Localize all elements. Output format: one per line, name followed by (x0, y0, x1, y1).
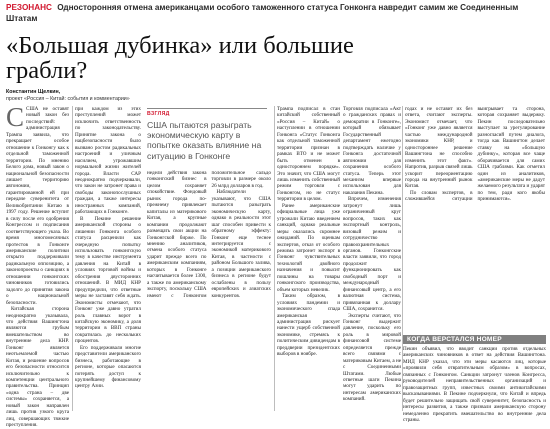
column-paragraph: Китайская сторона неоднократно указывала, что действия Вашингтона являются грубым вмешательством во внутренние дела КНР. Гонконг является неотъемлемой частью Китая, и решение вопросов его безопасности относится исключительно к компетенции центрального правительства. Принцип «одна страна – две системы» сохраняется, а новый закон направлен лишь против узкого круга лиц, совершающих тяжкие преступления. (6, 306, 69, 429)
article-column-2 (75, 106, 141, 411)
column-paragraph: США не оставят новый закон без последствий: администрация Трампа заявила, что прекращает особое отношение к Гонконгу как к отдельной таможенной территории. По мнению Белого дома, новый закон о национальной безопасности лишает территорию автономии, гарантированной ей при передаче суверенитета от Великобритании Китаю в 1997 году. Решение вступит в силу после его одобрения Конгрессом и подписания соответствующего указа. Во время многомесячных протестов в Гонконге американские политики открыто поддерживали радикальную оппозицию, а законопроекты о санкциях в отношении гонконгских чиновников готовились задолго до принятия закона о национальной безопасности. (6, 106, 69, 306)
column-divider (274, 106, 275, 411)
pull-quote-text: США пытаются разыграть экономическую карту в попытке оказать влияние на ситуацию в Гонконге (147, 120, 262, 161)
late-news-box (403, 335, 546, 423)
column-paragraph: Эксперты считают, что Гонконг выдержит давление, поскольку его роль в мировой финансовой системе определяется прежде всего связями с материковым Китаем, а не с Соединенными Штатами. Любые ответные шаги Пекина могут ударить по интересам американских компаний. (343, 312, 401, 403)
kicker-text: Односторонняя отмена американцами особого таможенного статуса Гонконга навредит самим же Соединенным Штатам (6, 3, 519, 23)
column-paragraph: Его поддерживали многие представители американского бизнеса, работающие в регионе, которые опасаются потерять доступ к крупнейшему финансовому центру Азии. (75, 344, 141, 390)
article-column-1 (6, 102, 69, 429)
pull-quote-tag: ВЗГЛЯД (147, 108, 267, 117)
byline (6, 89, 130, 102)
article-column-5 (343, 106, 401, 411)
column-paragraph: годах и не оставит их без ответа, считают эксперты. Экономист отмечает, что «Гонконг уже давно является частью международной экономики КНР, и одностороннее решение Вашингтона не способно изменить этот факт». Напротив, разрыв связей лишь ускорит переориентацию города на внутренний рынок Китая. (405, 106, 473, 190)
column-paragraph: Ранее американские официальные лица уже угрожали Китаю введением санкций, однако реальные меры оказались скромнее ожиданий. По оценкам экспертов, отказ от особого режима затронет экспорт в Гонконг чувствительных технологий двойного назначения и повысит пошлины на товары гонконгского производства, объем которых невелик. (277, 202, 340, 293)
column-paragraph: при каждом из этих преступлений может исключить ответственность по законодательству. Принятие закона о нацбезопасности было вызвано ростом радикальных настроений и уличным насилием, угрожавшим нормальной жизни жителей города. Власти САР неоднократно подчеркивали, что закон не затронет права и свободы законопослушных граждан, а также интересы иностранных компаний, работающих в Гонконге. (75, 106, 141, 216)
column-paragraph: Трампа подписал в стан китайский собственный «Россия – Китай» о наступлении в отношении Гонконга «Статус Гонконга как отдельной таможенной территории признан в рамках ВТО и не может быть отменен в одностороннем порядке». Это значит, что США могут лишь изменить собственный режим торговли с Гонконгом, но не статус территории в целом. (277, 106, 340, 203)
column-paragraph: Торговля подписала «Акт о гражданских правах и демократии в Гонконге», который обязывает Государственный департамент ежегодно подтверждать наличие у Гонконга достаточной автономии для сохранения особого статуса. Теперь этот механизм впервые использован для наказания Пекина. (343, 106, 401, 196)
article-column-3 (147, 170, 271, 411)
rubric-label: РЕЗОНАНС (6, 3, 52, 12)
column-paragraph: Наблюдатели указывают, что США пытаются разыграть экономическую карту, однако в реальности этот шаг способен привести к обратному эффекту: Гонконг еще теснее интегрируется с экономикой материкового Китая, в частности с районом Большого залива, а позиции американского бизнеса в регионе будут ослаблены в пользу европейских и азиатских конкурентов. (211, 189, 271, 299)
column-paragraph: недели действия закона гонконгский бизнес в целом сохраняет спокойствие. Фондовый рынок города по-прежнему привлекает капиталы из материкового Китая, а крупные компании продолжают размещать свои акции на Гонконгской бирже. По мнению аналитиков, отмена особого статуса ударит прежде всего по американским компаниям, которых в Гонконге насчитывается более 1300, а также по американскому экспорту, поскольку США имеют с Гонконгом положительное сальдо торговли в размере около 26 млрд долларов в год. (147, 170, 271, 299)
kicker (6, 3, 546, 24)
drop-cap: С (6, 102, 25, 132)
column-paragraph: Таким образом, в условиях пандемии и экономического спада американская администрация рискует нанести ущерб собственной экономике, стремясь к политическим дивидендам в преддверии президентских выборов в ноябре. (277, 293, 340, 358)
late-news-title: КОГДА ВЕРСТАЛСЯ НОМЕР (403, 335, 546, 344)
late-news-text: Пекин объявил, что вводит санкции против отдельных американских чиновников в ответ на действия Вашингтона. МИД КНР указал, что эти меры касаются лиц, которые «проявили себя отвратительным образом» в вопросах, связанных с Гонконгом. Санкции затронут членов Конгресса, руководителей неправительственных организаций и правозащитных групп, известных своими антикитайскими высказываниями. В Пекине подчеркнули, что Китай и впредь будет решительно защищать свой суверенитет, безопасность и интересы развития, а также призвали американскую сторону немедленно прекратить вмешательство во внутренние дела страны. (403, 346, 546, 423)
byline-role: проект «Россия – Китай: события и комментарии» (6, 95, 130, 102)
pull-quote-box (147, 108, 267, 166)
article-column-6 (405, 106, 545, 332)
column-paragraph: По словам экспертов, в сложившейся ситуации выигрывает та сторона, которая сохраняет выдержку. Пекин последовательно выступает за урегулирование разногласий путем диалога, тогда как Вашингтон делает ставку на «большую дубинку», которая все чаще оборачивается для самих США граблями. Как отметил один из аналитиков, «американские меры не дадут желаемого результата и ударят по тем, ради кого якобы принимаются». (405, 106, 545, 203)
column-paragraph: В Пекине решение американской стороны о лишении Гонконга особого статуса расценили как очередную попытку использовать гонконгскую тему в качестве инструмента давления на Китай в условиях торговой войны и обострения двусторонних отношений. В МИД КНР предупредили, что ответные меры не заставят себя ждать. Экономисты отмечают, что Гонконг уже давно утратил роль главных ворот в китайскую экономику, а доля территории в ВВП страны сократилась до нескольких процентов. (75, 215, 141, 345)
article-column-4 (277, 106, 340, 411)
byline-author: Константин Щелкин, (6, 89, 61, 95)
headline: «Большая дубинка» или большие грабли? (6, 32, 354, 84)
column-divider (72, 106, 73, 411)
column-paragraph: Впрочем, изменения затронут лишь ограниченный круг вопросов, таких как экспортный контроль, визовый режим и сотрудничество правоохранительных органов. Гонконгские власти заявили, что город продолжит функционировать как свободный порт и международный финансовый центр, а его валютная система, привязанная к доллару США, сохранится. (343, 196, 401, 313)
